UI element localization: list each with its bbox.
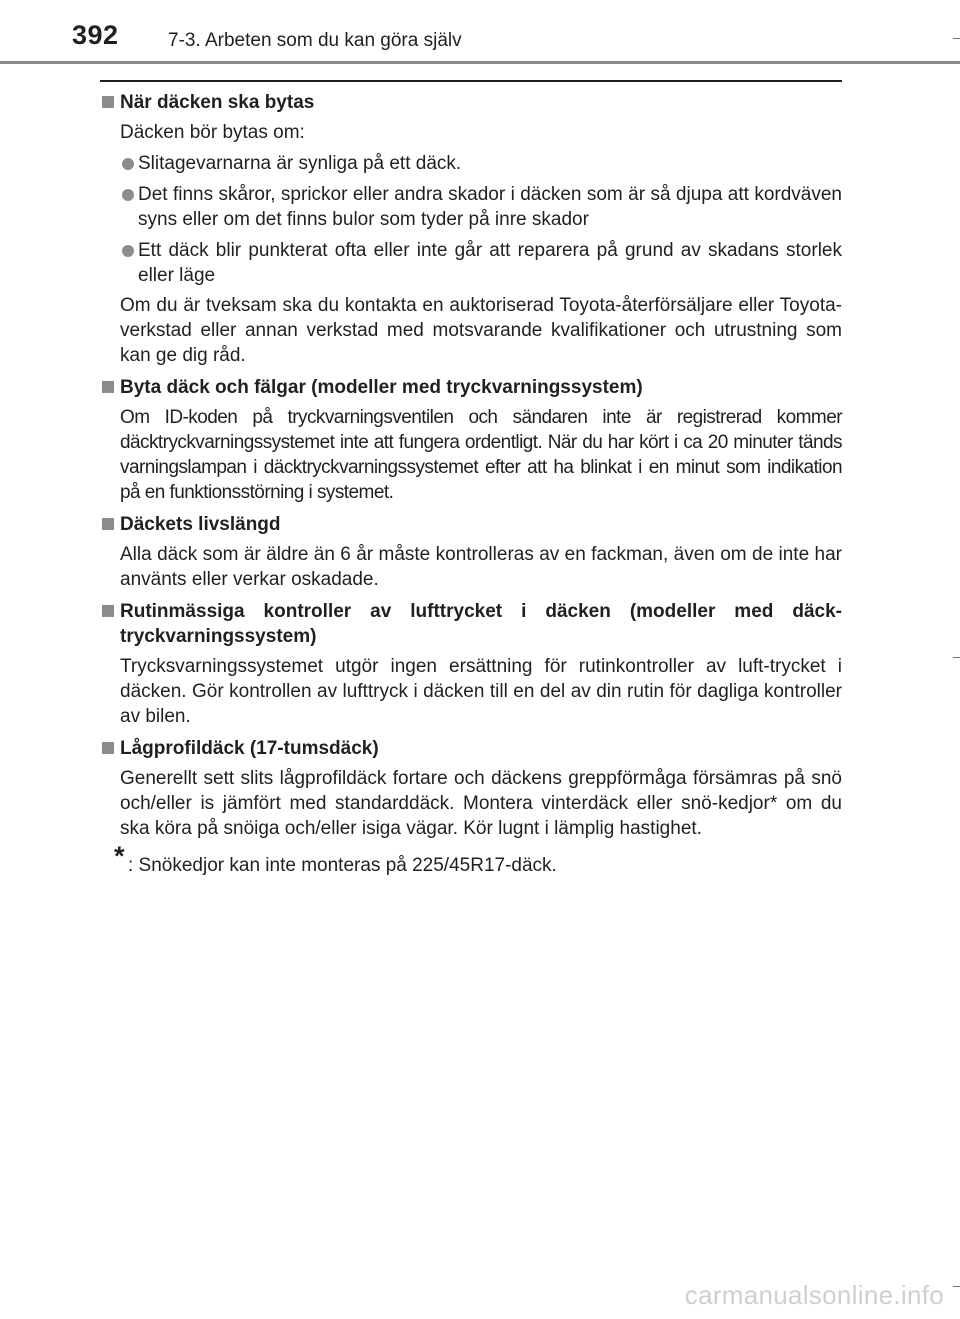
section-body: Alla däck som är äldre än 6 år måste kontrolleras av en fackman, även om de inte har använts eller verkar oskadade. (120, 544, 842, 590)
section-heading: Rutinmässiga kontroller av lufttrycket i däcken (modeller med däck-tryckvarningssystem) (100, 599, 842, 649)
content-rule (100, 80, 842, 82)
square-bullet-icon (102, 742, 114, 754)
margin-tick (953, 38, 960, 39)
margin-tick (953, 657, 960, 658)
list-item: Slitagevarnarna är synliga på ett däck. (100, 151, 842, 176)
section-heading: Byta däck och fälgar (modeller med tryckvarningssystem) (100, 375, 842, 400)
list-item: Det finns skåror, sprickor eller andra skador i däcken som är så djupa att kordväven syns eller om det finns bulor som tyder på inre skador (100, 182, 842, 232)
header-rule (0, 61, 960, 64)
square-bullet-icon (102, 381, 114, 393)
section-body: Om ID-koden på tryckvarningsventilen och sändaren inte är registrerad kommer däcktryckvarningssystemet inte att fungera ordentligt. När du har kört i ca 20 minuter tänds varningslampan i däcktryckvarningssystemet efter att ha blinkat i en minut som indikation på en funktionsstörning i systemet. (120, 407, 842, 503)
circle-bullet-icon (122, 189, 134, 201)
section-body: Om du är tveksam ska du kontakta en auktoriserad Toyota-återförsäljare eller Toyota-verkstad eller annan verkstad med motsvarande kvalifikationer och utrustning som kan ge dig råd. (120, 295, 842, 366)
square-bullet-icon (102, 605, 114, 617)
margin-tick (953, 1286, 960, 1287)
circle-bullet-icon (122, 158, 134, 170)
square-bullet-icon (102, 96, 114, 108)
page-content (100, 90, 842, 878)
footnote-mark: * (114, 841, 125, 871)
footnote (100, 841, 842, 878)
circle-bullet-icon (122, 245, 134, 257)
section-body: Generellt sett slits lågprofildäck fortare och däckens greppförmåga försämras på snö och/eller is jämfört med standarddäck. Montera vinterdäck eller snö-kedjor* om du ska köra på snöiga och/eller isiga vägar. Kör lugnt i lämplig hastighet. (120, 768, 842, 839)
watermark: carmanualsonline.info (684, 1280, 944, 1310)
section-heading: Lågprofildäck (17-tumsdäck) (100, 736, 842, 761)
page-number: 392 (72, 20, 119, 50)
section-title: 7-3. Arbeten som du kan göra själv (168, 30, 462, 51)
footnote-text: : Snökedjor kan inte monteras på 225/45R17-däck. (128, 855, 557, 876)
section-intro: Däcken bör bytas om: (120, 122, 305, 143)
section-heading: Däckets livslängd (100, 512, 842, 537)
section-body: Trycksvarningssystemet utgör ingen ersättning för rutinkontroller av luft-trycket i däcken. Gör kontrollen av lufttryck i däcken till en del av din rutin för dagliga kontroller av bilen. (120, 656, 842, 727)
page-header (0, 0, 960, 72)
square-bullet-icon (102, 518, 114, 530)
list-item: Ett däck blir punkterat ofta eller inte går att reparera på grund av skadans storlek eller läge (100, 238, 842, 288)
section-heading: När däcken ska bytas (100, 90, 842, 115)
